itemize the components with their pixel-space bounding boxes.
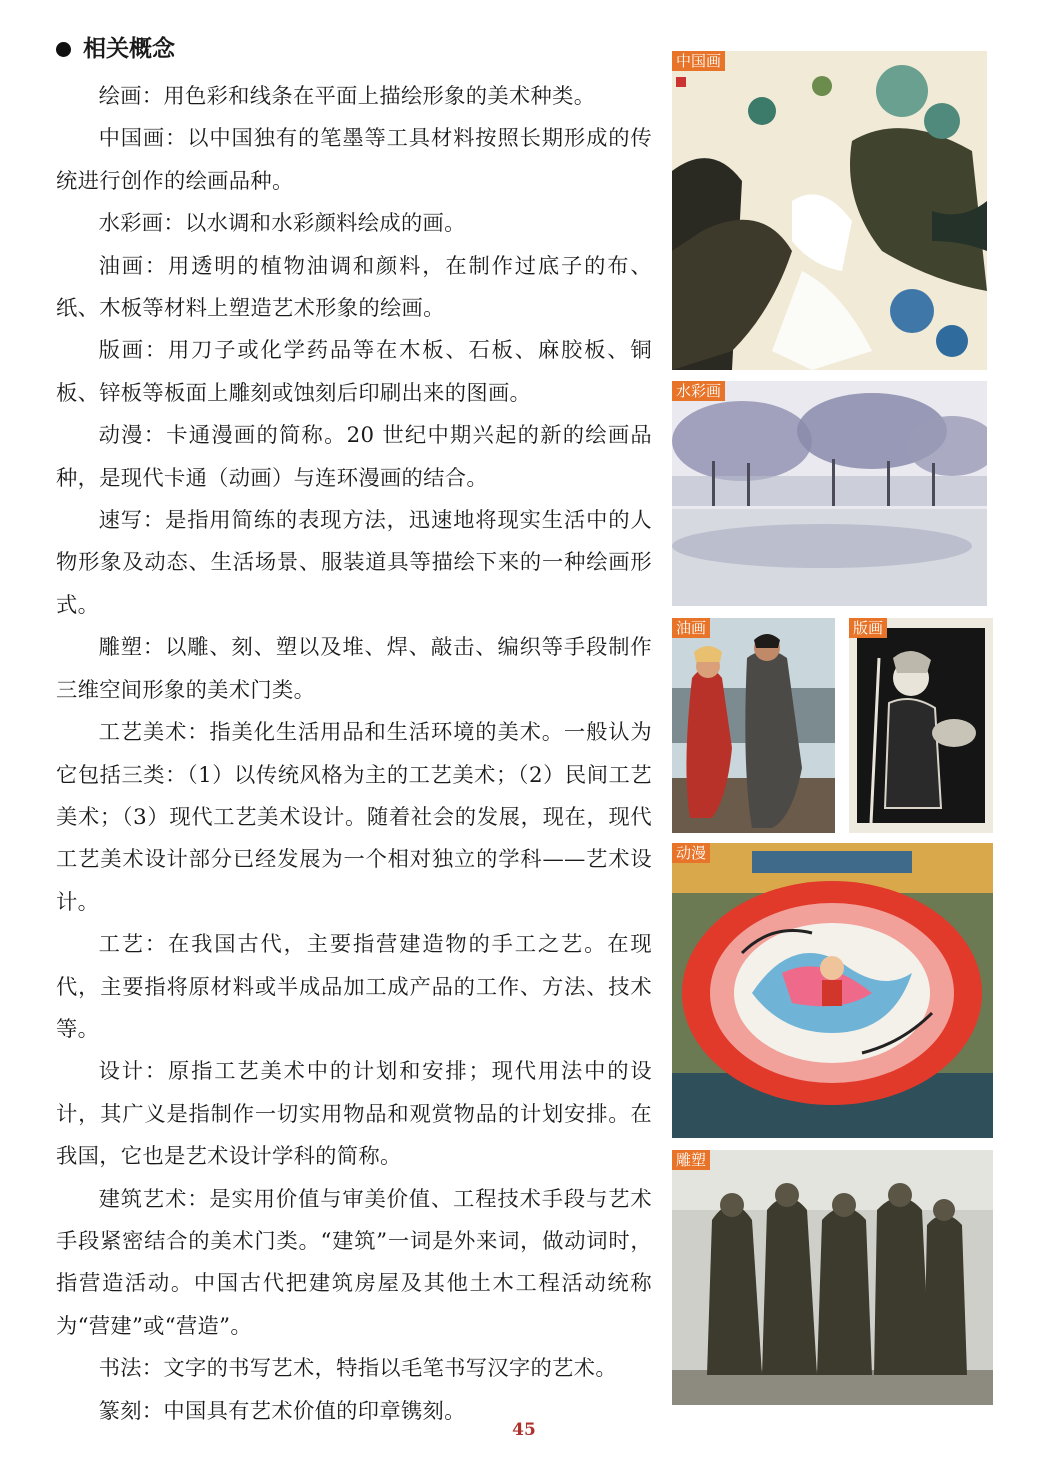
concept-text [56, 76, 652, 1433]
concept-watercolor: 水彩画：以水调和水彩颜料绘成的画。 [98, 211, 466, 237]
animation-label: 动漫 [672, 843, 710, 863]
print-image [849, 618, 993, 833]
concept-arts-crafts: 工艺美术：指美化生活用品和生活环境的美术。一般认为它包括三类：（1）以传统风格为主的工艺美术；（2）民间工艺美术；（3）现代工艺美术设计。随着社会的发展，现在，现代工艺美术设计部分已经发展为一个相对独立的学科——艺术设计。 [56, 720, 652, 915]
concept-sculpture: 雕塑：以雕、刻、塑以及堆、焊、敲击、编织等手段制作三维空间形象的美术门类。 [56, 635, 652, 703]
oil-painting-artwork [672, 618, 835, 833]
watercolor-label: 水彩画 [672, 381, 725, 401]
print-artwork [849, 618, 993, 833]
concept-animation: 动漫：卡通漫画的简称。20 世纪中期兴起的新的绘画品种，是现代卡通（动画）与连环漫画的结合。 [56, 423, 652, 491]
oil-painting-image [672, 618, 835, 833]
concept-calligraphy: 书法：文字的书写艺术，特指以毛笔书写汉字的艺术。 [98, 1356, 617, 1382]
concept-painting: 绘画：用色彩和线条在平面上描绘形象的美术种类。 [98, 84, 596, 109]
oil-painting-label: 油画 [672, 618, 710, 638]
chinese-painting-artwork [672, 51, 987, 370]
animation-artwork [672, 843, 993, 1138]
page-number: 45 [512, 1420, 536, 1440]
concept-craft: 工艺：在我国古代，主要指营建造物的手工之艺。在现代，主要指将原材料或半成品加工成产品的工作、方法、技术等。 [56, 932, 652, 1042]
section-heading [56, 34, 175, 64]
chinese-painting-label: 中国画 [672, 51, 725, 71]
sculpture-label: 雕塑 [672, 1150, 710, 1170]
concept-sketch: 速写：是指用简练的表现方法，迅速地将现实生活中的人物形象及动态、生活场景、服装道具等描绘下来的一种绘画形式。 [56, 508, 652, 618]
chinese-painting-image [672, 51, 987, 370]
sculpture-image [672, 1150, 993, 1405]
concept-print: 版画：用刀子或化学药品等在木板、石板、麻胶板、铜板、锌板等板面上雕刻或蚀刻后印刷出来的图画。 [56, 338, 652, 406]
watercolor-artwork [672, 381, 987, 606]
sculpture-artwork [672, 1150, 993, 1405]
concept-design: 设计：原指工艺美术中的计划和安排；现代用法中的设计，其广义是指制作一切实用物品和观赏物品的计划安排。在我国，它也是艺术设计学科的简称。 [56, 1059, 652, 1170]
concept-oil-painting: 油画：用透明的植物油调和颜料，在制作过底子的布、纸、木板等材料上塑造艺术形象的绘画。 [56, 253, 652, 322]
bullet-icon [56, 42, 71, 57]
section-title: 相关概念 [83, 36, 175, 62]
watercolor-image [672, 381, 987, 606]
print-label: 版画 [849, 618, 887, 638]
concept-chinese-painting: 中国画：以中国独有的笔墨等工具材料按照长期形成的传统进行创作的绘画品种。 [56, 126, 652, 194]
concept-seal-carving: 篆刻：中国具有艺术价值的印章镌刻。 [98, 1398, 466, 1424]
concept-architecture: 建筑艺术：是实用价值与审美价值、工程技术手段与艺术手段紧密结合的美术门类。“建筑”一词是外来词，做动词时，指营造活动。中国古代把建筑房屋及其他土木工程活动统称为“营建”或“营造”。 [56, 1186, 652, 1339]
animation-image [672, 843, 993, 1138]
